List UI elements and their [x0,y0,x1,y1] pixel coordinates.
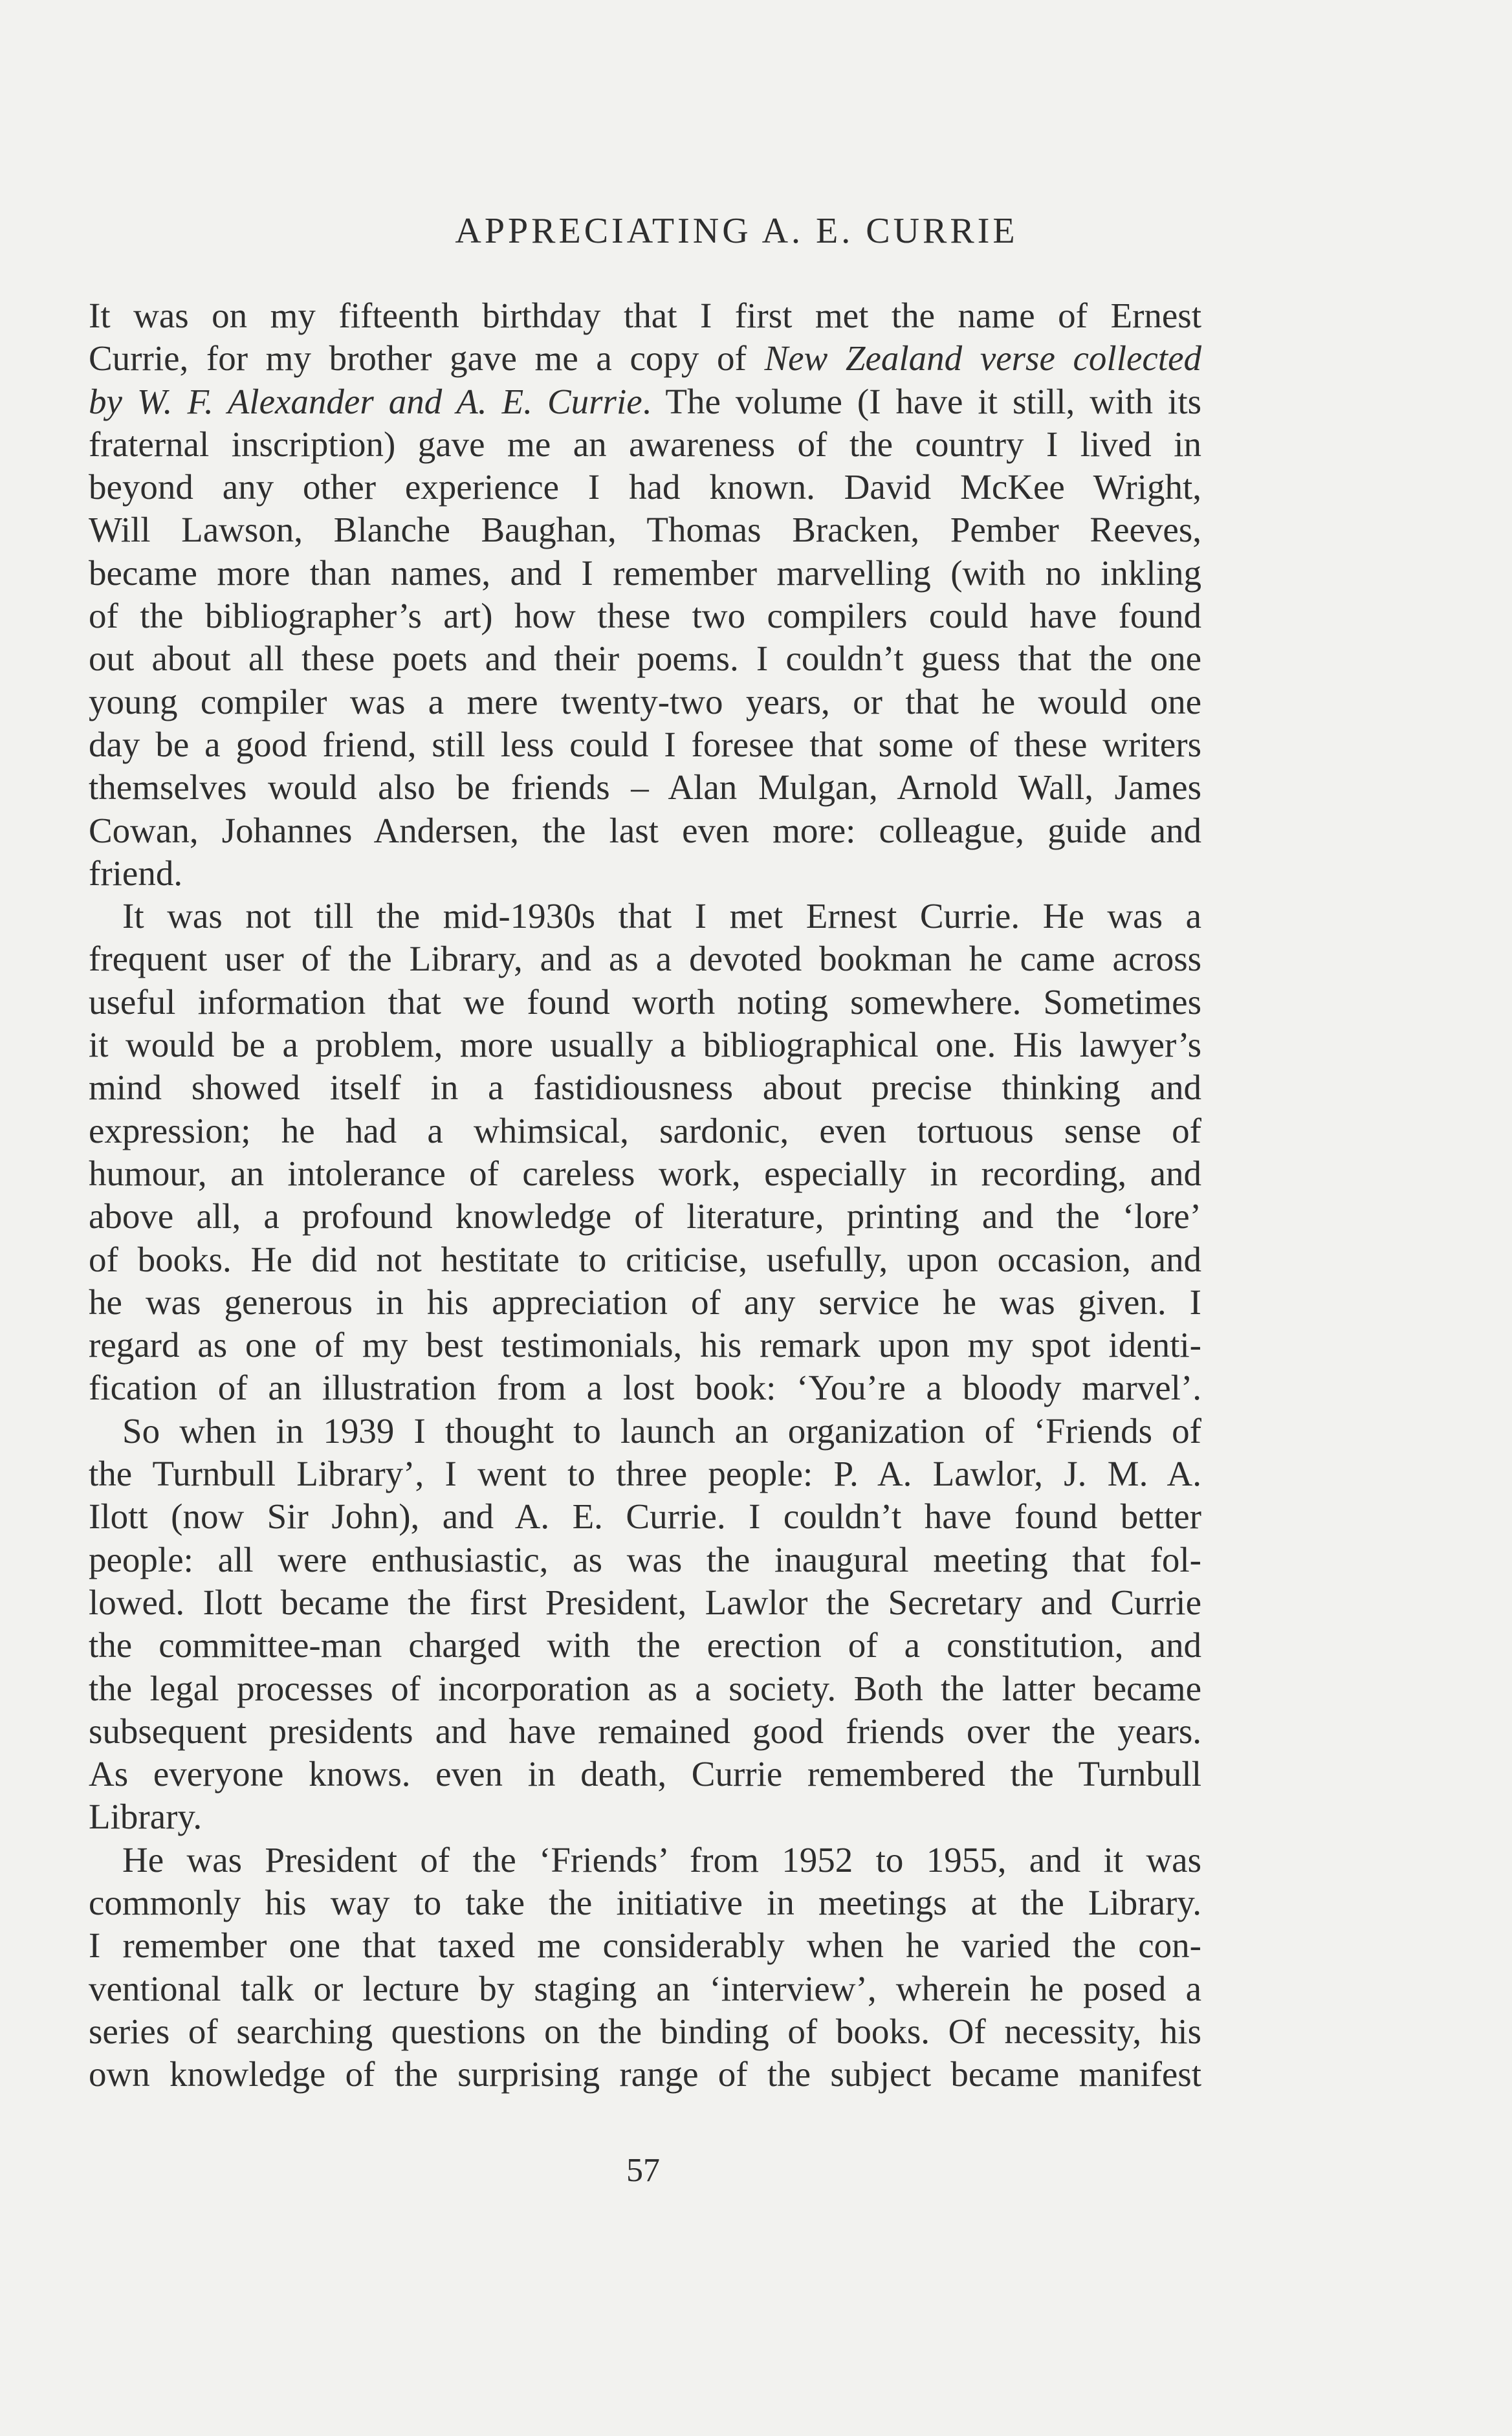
text-line [89,1882,1201,1924]
text-line [89,1924,1201,1967]
text-segment: fication of an illustration from a lost book: ‘You’re a bloody marvel’. [89,1368,1201,1408]
text-segment: useful information that we found worth noting somewhere. Sometimes [89,982,1201,1022]
text-line [89,552,1201,595]
text-segment: above all, a profound knowledge of literature, printing and the ‘lore’ [89,1196,1201,1236]
text-segment: He was President of the ‘Friends’ from 1952 to 1955, and it was [122,1839,1201,1880]
text-line [89,1839,1201,1882]
text-line [89,2010,1201,2053]
text-segment: . The volume (I have it still, with its [642,381,1201,421]
text-line [89,1410,1201,1453]
text-line [89,809,1201,852]
text-line [89,1066,1201,1109]
text-line [89,766,1201,809]
article-body [89,294,1201,2096]
text-segment: lowed. Ilott became the first President, Lawlor the Secretary and Currie [89,1582,1201,1622]
text-line [89,1281,1201,1324]
text-line [89,1366,1201,1409]
text-line [89,1324,1201,1366]
text-segment: people: all were enthusiastic, as was the inaugural meeting that fol- [89,1539,1201,1579]
text-segment: own knowledge of the surprising range of the subject became manifest [89,2054,1201,2094]
text-line [89,380,1201,423]
text-line [89,723,1201,766]
text-line [89,1024,1201,1066]
text-line [89,1539,1201,1581]
italic-title-text: by W. F. Alexander and A. E. Currie [89,381,642,421]
text-line [89,1581,1201,1624]
text-segment: the Turnbull Library’, I went to three people: P. A. Lawlor, J. M. A. [89,1454,1201,1494]
page-number: 57 [626,2152,660,2189]
text-line [89,1453,1201,1495]
text-segment: series of searching questions on the binding of books. Of necessity, his [89,2011,1201,2051]
text-segment: day be a good friend, still less could I foresee that some of these writers [89,724,1201,764]
text-line [89,1753,1201,1795]
text-segment: it would be a problem, more usually a bibliographical one. His lawyer’s [89,1025,1201,1065]
text-segment: of the bibliographer’s art) how these two compilers could have found [89,596,1201,636]
text-segment: frequent user of the Library, and as a devoted bookman he came across [89,939,1201,979]
text-segment: fraternal inscription) gave me an awareness of the country I lived in [89,424,1201,464]
text-line [89,1667,1201,1710]
text-segment: As everyone knows. even in death, Currie remembered the Turnbull [89,1754,1201,1794]
text-segment: It was not till the mid-1930s that I met Ernest Currie. He was a [122,896,1201,936]
text-line [89,1795,1201,1838]
text-line [89,1710,1201,1753]
text-segment: young compiler was a mere twenty-two years, or that he would one [89,681,1201,721]
text-segment: humour, an intolerance of careless work, especially in recording, and [89,1153,1201,1193]
text-line [89,337,1201,380]
text-segment: It was on my fifteenth birthday that I first met the name of Ernest [89,296,1201,335]
text-line [89,423,1201,466]
text-line [89,1238,1201,1281]
text-line [89,637,1201,680]
text-segment: friend. [89,853,183,893]
italic-title-text: New Zealand verse collected [764,338,1201,379]
text-segment: became more than names, and I remember marvelling (with no inkling [89,553,1201,593]
text-segment: expression; he had a whimsical, sardonic, even tortuous sense of [89,1110,1201,1150]
text-line [89,466,1201,509]
text-segment: Will Lawson, Blanche Baughan, Thomas Bracken, Pember Reeves, [89,510,1201,550]
text-segment: themselves would also be friends – Alan Mulgan, Arnold Wall, James [89,767,1201,807]
text-line [89,1110,1201,1152]
text-segment: beyond any other experience I had known. David McKee Wright, [89,467,1201,507]
text-line [89,1968,1201,2010]
page-title: APPRECIATING A. E. CURRIE [455,211,1018,251]
text-line [89,2053,1201,2096]
text-line [89,1495,1201,1538]
text-segment: regard as one of my best testimonials, his remark upon my spot identi- [89,1325,1201,1365]
text-line [89,681,1201,723]
text-segment: ventional talk or lecture by staging an ‘interview’, wherein he posed a [89,1968,1201,2008]
text-segment: the committee-man charged with the erection of a constitution, and [89,1625,1201,1665]
text-line [89,852,1201,895]
text-segment: the legal processes of incorporation as a society. Both the latter became [89,1668,1201,1708]
text-line [89,294,1201,337]
text-segment: mind showed itself in a fastidiousness about precise thinking and [89,1068,1201,1108]
text-line [89,981,1201,1024]
text-segment: Library. [89,1797,203,1837]
text-segment: commonly his way to take the initiative in meetings at the Library. [89,1882,1201,1922]
text-segment: Currie, for my brother gave me a copy of [89,338,765,379]
text-line [89,895,1201,938]
text-segment: Cowan, Johannes Andersen, the last even more: colleague, guide and [89,810,1201,850]
text-line [89,1195,1201,1238]
text-line [89,1152,1201,1195]
text-segment: out about all these poets and their poems. I couldn’t guess that the one [89,639,1201,679]
text-segment: subsequent presidents and have remained good friends over the years. [89,1711,1201,1751]
text-line [89,1624,1201,1667]
text-line [89,595,1201,637]
text-segment: I remember one that taxed me considerably when he varied the con- [89,1926,1201,1966]
text-segment: of books. He did not hestitate to criticise, usefully, upon occasion, and [89,1239,1201,1279]
text-segment: he was generous in his appreciation of any service he was given. I [89,1282,1201,1322]
text-line [89,509,1201,551]
text-line [89,938,1201,980]
text-segment: So when in 1939 I thought to launch an organization of ‘Friends of [122,1410,1201,1451]
text-segment: Ilott (now Sir John), and A. E. Currie. I couldn’t have found better [89,1497,1201,1537]
